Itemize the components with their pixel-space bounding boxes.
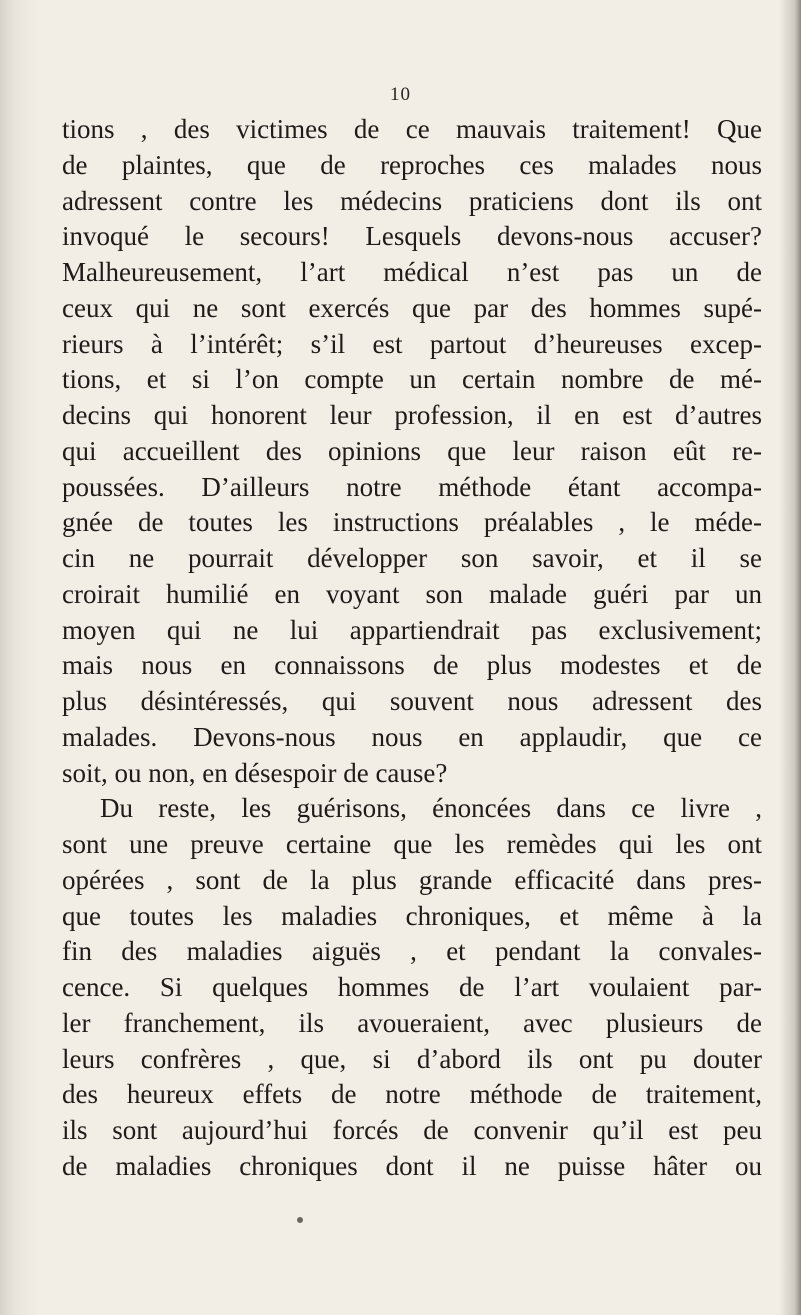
text-line: poussées. D’ailleurs notre méthode étant accompa- [62,471,762,502]
text-line: fin des maladies aiguës , et pendant la convales- [62,936,762,967]
text-line: gnée de toutes les instructions préalables , le méde- [62,507,762,538]
text-line: ceux qui ne sont exercés que par des hommes supé- [62,292,762,323]
text-line: ils sont aujourd’hui forcés de convenir qu’il est peu [62,1115,762,1145]
text-line: sont une preuve certaine que les remèdes qui les ont [62,829,762,859]
text-line: moyen qui ne lui appartiendrait pas exclusivement; [62,614,762,645]
text-line: croirait humilié en voyant son malade guéri par un [62,578,762,609]
body-text [62,112,762,1185]
text-line: invoqué le secours! Lesquels devons-nous accuser? [62,221,762,252]
text-line: soit, ou non, en désespoir de cause? [62,757,448,788]
text-line: cin ne pourrait développer son savoir, et il se [62,543,762,573]
text-line: Malheureusement, l’art médical n’est pas un de [62,257,762,287]
text-line: mais nous en connaissons de plus modestes et de [62,650,762,681]
text-line: leurs confrères , que, si d’abord ils ont pu douter [62,1043,762,1074]
text-line: tions , des victimes de ce mauvais traitement! Que [62,114,762,144]
text-line: que toutes les maladies chroniques, et même à la [62,900,762,931]
text-line: tions, et si l’on compte un certain nombre de mé- [62,364,762,395]
text-line: opérées , sont de la plus grande efficacité dans pres- [62,864,762,895]
text-line: ler franchement, ils avoueraient, avec plusieurs de [62,1007,762,1038]
text-line-paragraph-start: Du reste, les guérisons, énoncées dans ce livre , [100,793,762,824]
text-line: qui accueillent des opinions que leur raison eût re- [62,435,762,466]
text-line: plus désintéressés, qui souvent nous adressent des [62,686,762,716]
text-line: rieurs à l’intérêt; s’il est partout d’heureuses excep- [62,328,762,359]
text-line: adressent contre les médecins praticiens dont ils ont [62,185,762,216]
text-line: cence. Si quelques hommes de l’art voulaient par- [62,972,762,1002]
text-line: de maladies chroniques dont il ne puisse hâter ou [62,1150,762,1181]
page-number: 10 [390,84,411,105]
text-line: decins qui honorent leur profession, il en est d’autres [62,400,762,430]
text-line: des heureux effets de notre méthode de traitement, [62,1079,762,1110]
text-line: de plaintes, que de reproches ces malades nous [62,149,762,180]
ink-speck [297,1217,303,1223]
text-line: malades. Devons-nous nous en applaudir, que ce [62,721,762,752]
